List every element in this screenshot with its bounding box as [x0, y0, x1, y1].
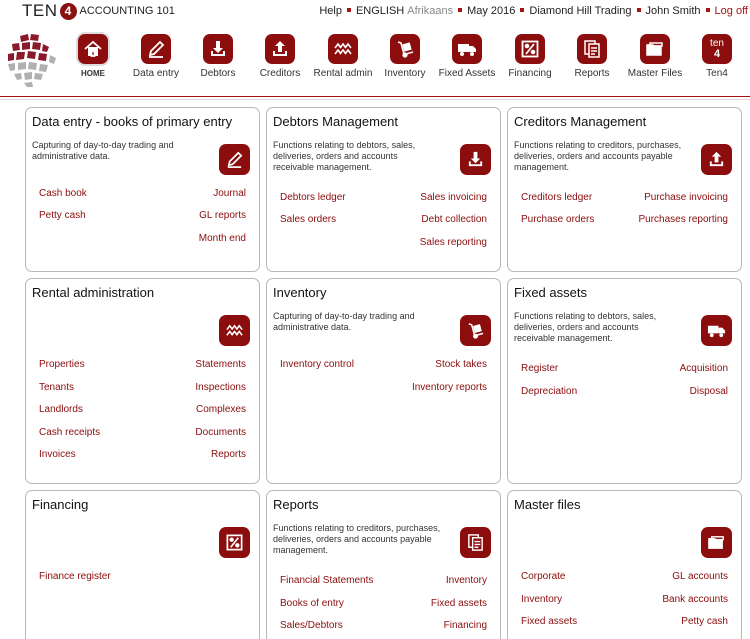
nav-reports-label: Reports — [574, 68, 610, 79]
nav-debtors-label: Debtors — [200, 68, 236, 79]
truck-icon — [452, 34, 482, 64]
separator — [347, 8, 351, 12]
user-link[interactable]: John Smith — [645, 5, 701, 17]
link-bank-accounts[interactable]: Bank accounts — [662, 594, 728, 605]
language-afrikaans-link[interactable]: Afrikaans — [407, 5, 454, 17]
card-reports — [266, 490, 501, 639]
brand-subtitle: ACCOUNTING 101 — [79, 5, 175, 17]
nav-debtors[interactable] — [183, 34, 253, 94]
link-financing[interactable]: Financing — [443, 620, 487, 631]
link-creditors-ledger[interactable]: Creditors ledger — [521, 192, 593, 203]
brand-badge: 4 — [60, 3, 77, 20]
link-sales-debtors[interactable]: Sales/Debtors — [280, 620, 343, 631]
folders-icon[interactable] — [701, 527, 732, 558]
card-title: Inventory — [273, 285, 327, 300]
card-title: Reports — [273, 497, 319, 512]
link-purchases-reporting[interactable]: Purchases reporting — [638, 214, 728, 225]
card-description: Functions relating to creditors, purchases, deliveries, orders and accounts payable management. — [273, 523, 441, 555]
link-fixed-assets[interactable]: Fixed assets — [521, 616, 578, 627]
link-disposal[interactable]: Disposal — [689, 386, 728, 397]
link-month-end[interactable]: Month end — [198, 233, 246, 244]
link-depreciation[interactable]: Depreciation — [521, 386, 578, 397]
link-corporate[interactable]: Corporate — [521, 571, 566, 582]
link-sales-orders[interactable]: Sales orders — [280, 214, 337, 225]
nav-divider-shadow — [0, 99, 750, 100]
card-description: Functions relating to debtors, sales, deliveries, orders and accounts receivable management. — [514, 311, 657, 343]
link-inspections[interactable]: Inspections — [195, 382, 246, 393]
nav-inventory[interactable] — [370, 34, 440, 94]
card-fixed-assets — [507, 278, 742, 484]
card-description: Capturing of day-to-day trading and administrative data. — [32, 140, 174, 161]
nav-ten4[interactable] — [682, 34, 750, 94]
help-link[interactable]: Help — [319, 5, 342, 17]
link-statements[interactable]: Statements — [195, 359, 246, 370]
separator — [706, 8, 710, 12]
houses-icon[interactable] — [219, 315, 250, 346]
link-sales-invoicing[interactable]: Sales invoicing — [420, 192, 487, 203]
nav-inventory-label: Inventory — [384, 68, 426, 79]
percent-icon[interactable] — [219, 527, 250, 558]
nav-rental-admin[interactable] — [308, 34, 378, 94]
brand — [22, 2, 175, 20]
nav-home-label: HOME — [81, 69, 105, 78]
nav-fixed-assets-label: Fixed Assets — [438, 68, 496, 79]
nav-master-files-label: Master Files — [627, 68, 683, 79]
link-invoices[interactable]: Invoices — [39, 449, 76, 460]
link-landlords[interactable]: Landlords — [39, 404, 83, 415]
link-books-of-entry[interactable]: Books of entry — [280, 598, 344, 609]
nav-divider — [0, 96, 750, 97]
brand-name: TEN — [22, 1, 58, 20]
card-title: Master files — [514, 497, 581, 512]
link-inventory[interactable]: Inventory — [521, 594, 563, 605]
nav-fixed-assets[interactable] — [432, 34, 502, 94]
period-link[interactable]: May 2016 — [467, 5, 516, 17]
nav-master-files[interactable] — [620, 34, 690, 94]
pencil-icon — [141, 34, 171, 64]
link-petty-cash[interactable]: Petty cash — [39, 210, 86, 221]
card-title: Debtors Management — [273, 114, 399, 129]
home-icon — [78, 34, 108, 64]
link-acquisition[interactable]: Acquisition — [679, 363, 728, 374]
link-tenants[interactable]: Tenants — [39, 382, 75, 393]
card-title: Data entry - books of primary entry — [32, 114, 233, 129]
link-stock-takes[interactable]: Stock takes — [435, 359, 487, 370]
percent-icon — [515, 34, 545, 64]
documents-icon[interactable] — [460, 527, 491, 558]
nav-data-entry-label: Data entry — [132, 68, 180, 79]
card-description: Capturing of day-to-day trading and administrative data. — [273, 311, 415, 332]
card-title: Creditors Management — [514, 114, 647, 129]
card-debtors — [266, 107, 501, 272]
hand-truck-icon — [390, 34, 420, 64]
link-purchase-orders[interactable]: Purchase orders — [521, 214, 595, 225]
company-link[interactable]: Diamond Hill Trading — [529, 5, 632, 17]
download-arrow-icon — [203, 34, 233, 64]
pencil-icon[interactable] — [219, 144, 250, 175]
link-complexes[interactable]: Complexes — [195, 404, 246, 415]
separator — [458, 8, 462, 12]
folders-icon — [640, 34, 670, 64]
documents-icon — [577, 34, 607, 64]
link-cash-book[interactable]: Cash book — [39, 188, 87, 199]
card-data-entry — [25, 107, 260, 272]
link-inventory-control[interactable]: Inventory control — [280, 359, 354, 370]
link-properties[interactable]: Properties — [39, 359, 85, 370]
nav-financing-label: Financing — [508, 68, 552, 79]
nav-home[interactable] — [58, 34, 128, 94]
separator — [637, 8, 641, 12]
nav-ten4-label: Ten4 — [706, 68, 728, 79]
link-finance-register[interactable]: Finance register — [39, 571, 111, 582]
link-debtors-ledger[interactable]: Debtors ledger — [280, 192, 346, 203]
nav-creditors[interactable] — [245, 34, 315, 94]
top-links — [319, 5, 748, 17]
link-financial-statements[interactable]: Financial Statements — [280, 575, 374, 586]
link-purchase-invoicing[interactable]: Purchase invoicing — [644, 192, 728, 203]
card-description: Functions relating to debtors, sales, deliveries, orders and accounts receivable management. — [273, 140, 416, 172]
nav-reports[interactable] — [557, 34, 627, 94]
link-reports[interactable]: Reports — [210, 449, 246, 460]
link-documents[interactable]: Documents — [195, 427, 246, 438]
link-gl-accounts[interactable]: GL accounts — [672, 571, 728, 582]
card-title: Rental administration — [32, 285, 155, 300]
link-debt-collection[interactable]: Debt collection — [421, 214, 487, 225]
card-description: Functions relating to creditors, purchases, deliveries, orders and accounts payable management. — [514, 140, 682, 172]
logoff-link[interactable]: Log off — [714, 5, 748, 17]
link-journal[interactable]: Journal — [213, 188, 246, 199]
card-rental-administration — [25, 278, 260, 484]
card-financing — [25, 490, 260, 639]
card-master-files — [507, 490, 742, 639]
language-english-link[interactable]: ENGLISH — [355, 5, 405, 17]
nav-creditors-label: Creditors — [259, 68, 301, 79]
link-petty-cash[interactable]: Petty cash — [681, 616, 728, 627]
link-inventory[interactable]: Inventory — [445, 575, 487, 586]
nav-rental-admin-label: Rental admin — [313, 68, 373, 79]
card-title: Fixed assets — [514, 285, 587, 300]
ten4-icon-top: ten — [710, 38, 724, 49]
hand-truck-icon[interactable] — [460, 315, 491, 346]
link-gl-reports[interactable]: GL reports — [199, 210, 246, 221]
download-arrow-icon[interactable] — [460, 144, 491, 175]
separator — [520, 8, 524, 12]
ten4-icon-bottom: 4 — [713, 48, 721, 60]
link-fixed-assets[interactable]: Fixed assets — [430, 598, 487, 609]
link-register[interactable]: Register — [521, 363, 559, 374]
nav-financing[interactable] — [495, 34, 565, 94]
main-nav — [0, 22, 750, 98]
link-inventory-reports[interactable]: Inventory reports — [411, 382, 487, 393]
link-sales-reporting[interactable]: Sales reporting — [419, 237, 487, 248]
card-title: Financing — [32, 497, 89, 512]
houses-icon — [328, 34, 358, 64]
card-creditors — [507, 107, 742, 272]
ten4-icon — [702, 34, 732, 64]
upload-arrow-icon[interactable] — [701, 144, 732, 175]
globe-logo-icon — [2, 30, 62, 90]
top-bar — [0, 0, 750, 22]
nav-data-entry[interactable] — [121, 34, 191, 94]
card-inventory — [266, 278, 501, 484]
truck-icon[interactable] — [701, 315, 732, 346]
upload-arrow-icon — [265, 34, 295, 64]
link-cash-receipts[interactable]: Cash receipts — [39, 427, 101, 438]
